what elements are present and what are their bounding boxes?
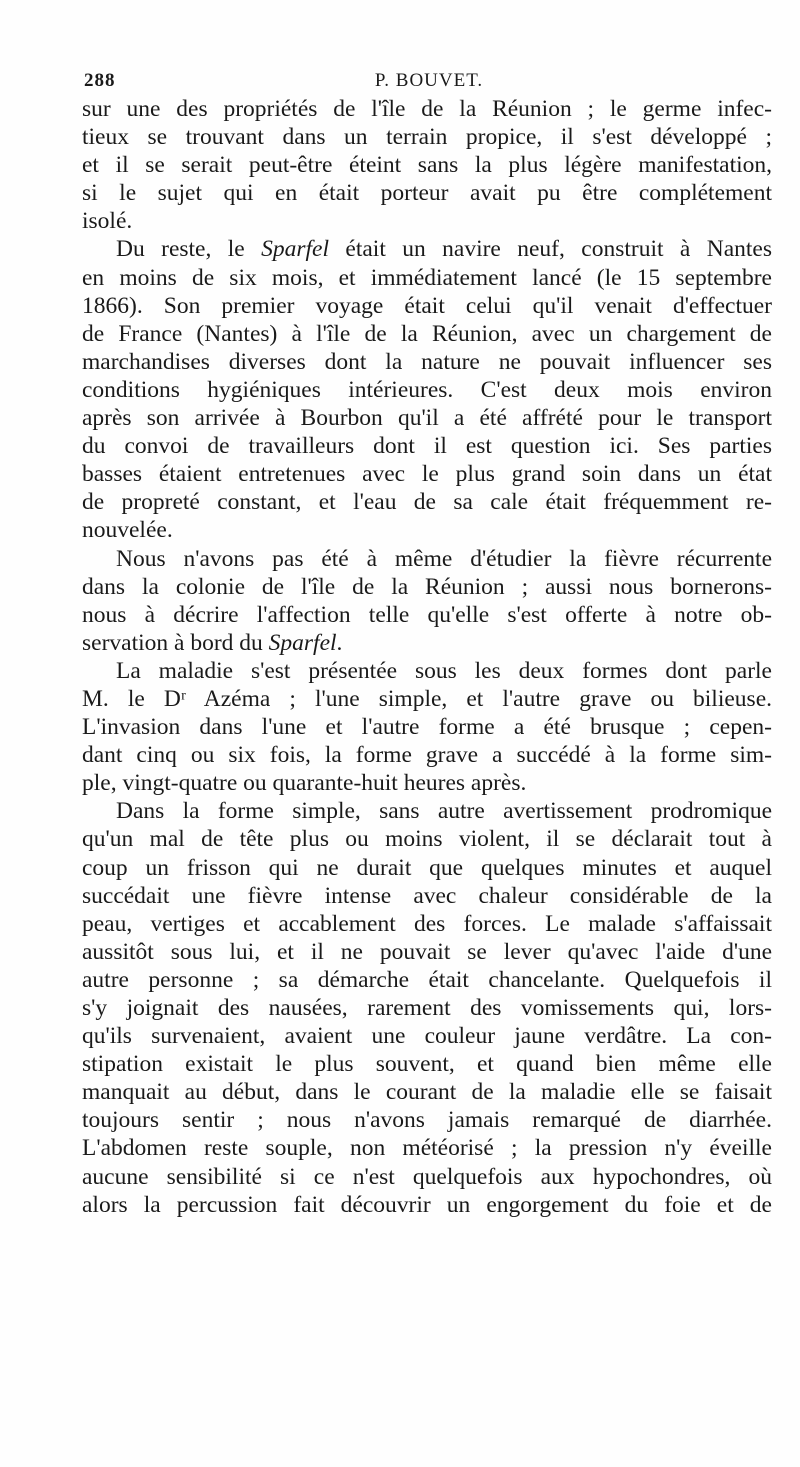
text-line: alors la percussion fait découvrir un engorgement du foie et de <box>82 1191 772 1218</box>
text-line: s'y joignait des nausées, rarement des vomissements qui, lors- <box>82 995 772 1021</box>
ship-name: Sparfel <box>261 236 329 263</box>
text-line: succédait une fièvre intense avec chaleur considérable de la <box>82 882 772 909</box>
text-line: en moins de six mois, et immédiatement lancé (le 15 septembre <box>82 264 772 291</box>
text-line: autre personne ; sa démarche était chancelante. Quelquefois il <box>82 966 772 993</box>
text-line: après son arrivée à Bourbon qu'il a été affrété pour le transport <box>82 405 772 432</box>
text-line: manquait au début, dans le courant de la maladie elle se faisait <box>82 1079 772 1106</box>
text-line: nouvelée. <box>82 517 173 544</box>
text-segment: servation à bord du <box>82 629 269 656</box>
text-line: qu'ils survenaient, avaient une couleur jaune verdâtre. La con- <box>82 1023 772 1050</box>
text-segment: . <box>336 629 343 656</box>
body-text <box>82 95 772 1219</box>
text-line: et il se serait peut-être éteint sans la plus légère manifestation, <box>82 152 772 179</box>
text-line: conditions hygiéniques intérieures. C'est deux mois environ <box>82 376 772 403</box>
text-line: aussitôt sous lui, et il ne pouvait se lever qu'avec l'aide d'une <box>82 938 772 965</box>
text-line: tieux se trouvant dans un terrain propice, il s'est développé ; <box>82 124 772 151</box>
text-line: stipation existait le plus souvent, et quand bien même elle <box>82 1051 772 1078</box>
text-line: dant cinq ou six fois, la forme grave a succédé à la forme sim- <box>82 742 772 769</box>
text-line: nous à décrire l'affection telle qu'elle s'est offerte à notre ob- <box>82 601 772 628</box>
text-line: basses étaient entretenues avec le plus grand soin dans un état <box>82 461 772 488</box>
text-segment: était un navire neuf, construit à Nantes <box>329 236 772 263</box>
text-line: La maladie s'est présentée sous les deux formes dont parle <box>116 657 772 684</box>
text-line: qu'un mal de tête plus ou moins violent, il se déclarait tout à <box>82 826 772 853</box>
page-header <box>84 70 774 94</box>
text-line: si le sujet qui en était porteur avait pu être complétement <box>82 180 772 207</box>
ship-name: Sparfel <box>268 629 337 656</box>
text-segment: Du reste, le <box>116 236 262 263</box>
text-line: de propreté constant, et l'eau de sa cale était fréquemment re- <box>82 489 772 516</box>
text-line: L'abdomen reste souple, non météorisé ; la pression n'y éveille <box>82 1135 772 1162</box>
text-line: sur une des propriétés de l'île de la Réunion ; le germe infec- <box>82 96 772 122</box>
text-line: 1866). Son premier voyage était celui qu'il venait d'effectuer <box>82 292 772 319</box>
text-line: marchandises diverses dont la nature ne pouvait influencer ses <box>82 348 772 375</box>
text-line: peau, vertiges et accablement des forces. Le malade s'affaissait <box>82 910 772 937</box>
text-line <box>82 629 772 657</box>
text-line: L'invasion dans l'une et l'autre forme a été brusque ; cepen- <box>82 714 772 741</box>
text-line: dans la colonie de l'île de la Réunion ; aussi nous bornerons- <box>82 573 772 600</box>
text-line: ple, vingt-quatre ou quarante-huit heures après. <box>82 770 527 797</box>
page-number: 288 <box>84 70 116 91</box>
text-line: aucune sensibilité si ce n'est quelquefois aux hypochondres, où <box>82 1163 772 1190</box>
text-line: isolé. <box>82 208 133 235</box>
text-line <box>82 235 772 263</box>
text-line: du convoi de travailleurs dont il est question ici. Ses parties <box>82 433 772 460</box>
text-line: M. le Dʳ Azéma ; l'une simple, et l'autre grave ou bilieuse. <box>82 685 772 712</box>
text-line: Dans la forme simple, sans autre avertissement prodromique <box>116 798 772 825</box>
text-line: coup un frisson qui ne durait que quelques minutes et auquel <box>82 854 772 881</box>
text-line: toujours sentir ; nous n'avons jamais remarqué de diarrhée. <box>82 1107 772 1134</box>
text-line: Nous n'avons pas été à même d'étudier la fièvre récurrente <box>116 545 772 572</box>
running-head: P. BOUVET. <box>374 70 484 91</box>
text-line: de France (Nantes) à l'île de la Réunion, avec un chargement de <box>82 320 772 347</box>
